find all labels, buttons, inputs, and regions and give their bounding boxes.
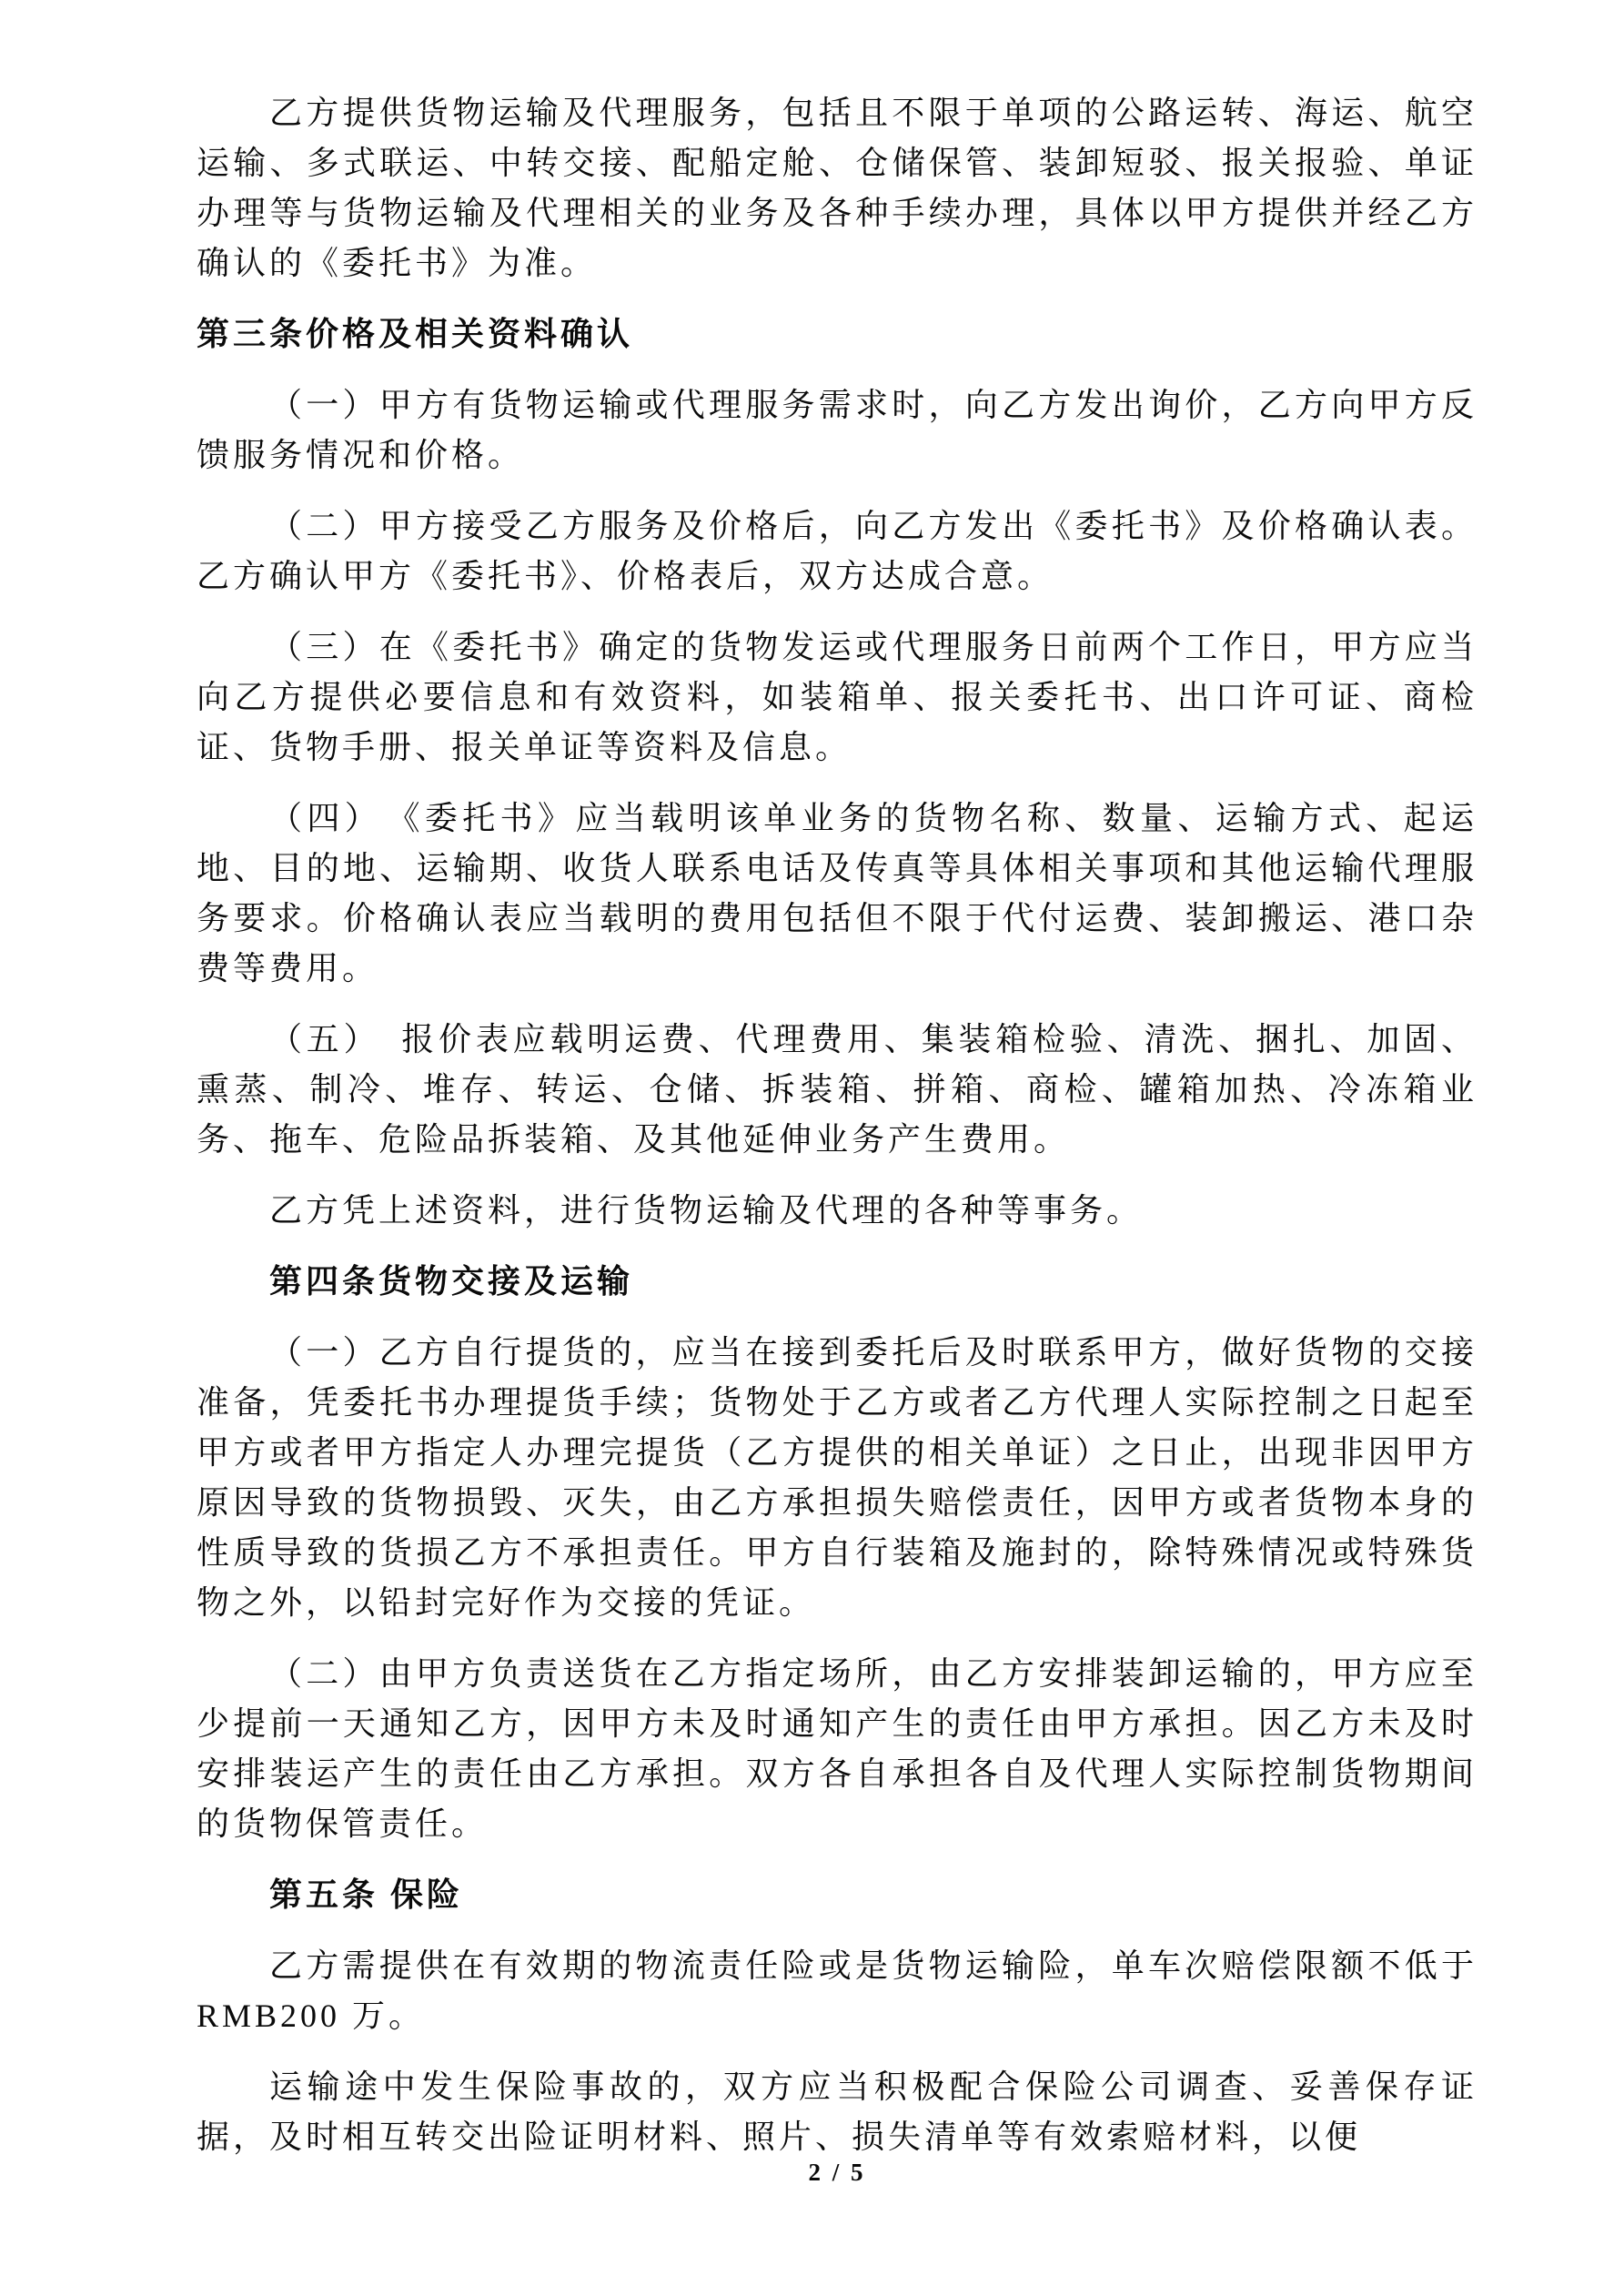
paragraph-4-1: （一）乙方自行提货的，应当在接到委托后及时联系甲方，做好货物的交接准备，凭委托书办理提货手续；货物处于乙方或者乙方代理人实际控制之日起至甲方或者甲方指定人办理完提货（乙方提供的相关单证）之日止，出现非因甲方原因导致的货物损毁、灭失，由乙方承担损失赔偿责任，因甲方或者货物本身的性质导致的货损乙方不承担责任。甲方自行装箱及施封的，除特殊情况或特殊货物之外，以铅封完好作为交接的凭证。 — [197, 1334, 1478, 1621]
heading-article-5: 第五条 保险 — [269, 1876, 464, 1913]
page-number: 2 / 5 — [808, 2159, 866, 2186]
paragraph-4-2: （二）由甲方负责送货在乙方指定场所，由乙方安排装卸运输的，甲方应至少提前一天通知乙方，因甲方未及时通知产生的责任由甲方承担。因乙方未及时安排装运产生的责任由乙方承担。双方各自承担各自及代理人实际控制货物期间的货物保管责任。 — [197, 1655, 1478, 1842]
paragraph-services-scope: 乙方提供货物运输及代理服务，包括且不限于单项的公路运转、海运、航空运输、多式联运、中转交接、配船定舱、仓储保管、装卸短驳、报关报验、单证办理等与货物运输及代理相关的业务及各种手续办理，具体以甲方提供并经乙方确认的《委托书》为准。 — [197, 95, 1478, 281]
document-body — [197, 88, 1478, 2183]
paragraph-3-1: （一）甲方有货物运输或代理服务需求时，向乙方发出询价，乙方向甲方反馈服务情况和价格。 — [197, 387, 1478, 473]
paragraph-3-2: （二）甲方接受乙方服务及价格后，向乙方发出《委托书》及价格确认表。乙方确认甲方《委托书》、价格表后，双方达成合意。 — [197, 508, 1478, 594]
heading-article-3: 第三条价格及相关资料确认 — [197, 316, 634, 352]
heading-article-4: 第四条货物交接及运输 — [269, 1263, 634, 1300]
paragraph-3-4: （四） 《委托书》应当载明该单业务的货物名称、数量、运输方式、起运地、目的地、运输期、收货人联系电话及传真等具体相关事项和其他运输代理服务要求。价格确认表应当载明的费用包括但不限于代付运费、装卸搬运、港口杂费等费用。 — [197, 800, 1478, 986]
paragraph-5-2: 运输途中发生保险事故的，双方应当积极配合保险公司调查、妥善保存证据，及时相互转交出险证明材料、照片、损失清单等有效索赔材料，以便 — [197, 2068, 1478, 2155]
paragraph-5-1: 乙方需提供在有效期的物流责任险或是货物运输险，单车次赔偿限额不低于 RMB200 万。 — [197, 1947, 1478, 2034]
paragraph-3-3: （三）在《委托书》确定的货物发运或代理服务日前两个工作日，甲方应当向乙方提供必要信息和有效资料，如装箱单、报关委托书、出口许可证、商检证、货物手册、报关单证等资料及信息。 — [197, 629, 1478, 765]
paragraph-3-closing: 乙方凭上述资料，进行货物运输及代理的各种等事务。 — [269, 1192, 1144, 1229]
paragraph-3-5: （五） 报价表应载明运费、代理费用、集装箱检验、清洗、捆扎、加固、熏蒸、制冷、堆存、转运、仓储、拆装箱、拼箱、商检、罐箱加热、冷冻箱业务、拖车、危险品拆装箱、及其他延伸业务产生费用。 — [197, 1021, 1478, 1158]
